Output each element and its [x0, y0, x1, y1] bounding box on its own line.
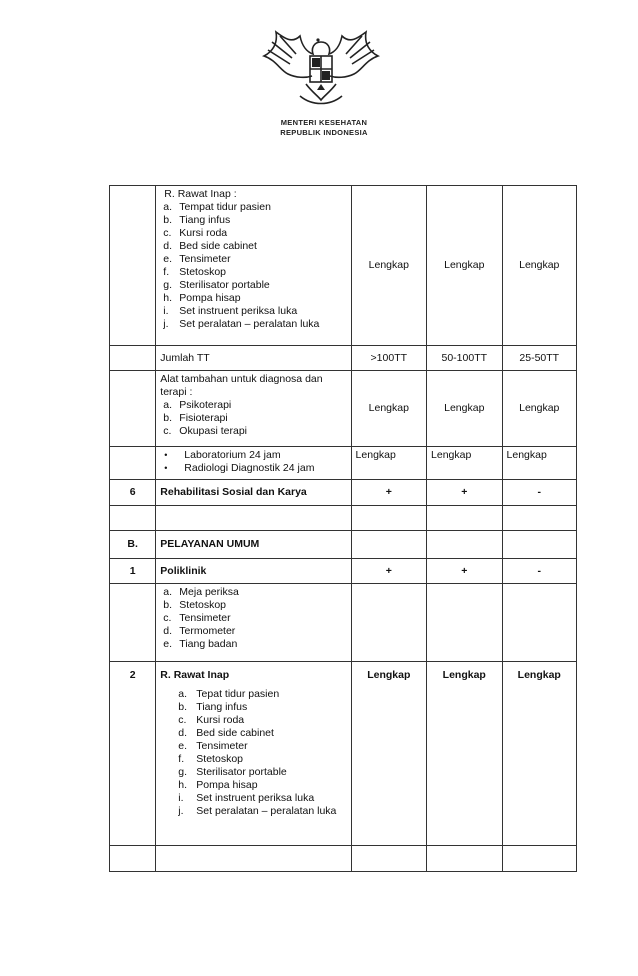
value-cell: +: [351, 559, 426, 584]
row-number: 2: [110, 662, 156, 846]
ministry-country: REPUBLIK INDONESIA: [280, 128, 368, 137]
value-cell: Lengkap: [502, 371, 576, 447]
table-cell: [156, 371, 351, 447]
table-row: [110, 531, 577, 559]
ministry-name: MENTERI KESEHATAN: [280, 118, 368, 127]
value-cell: -: [502, 559, 576, 584]
table-row: [110, 371, 577, 447]
list-item: b. Tiang infus: [178, 701, 248, 713]
list-item: d. Bed side cabinet: [163, 240, 257, 252]
list-item: h. Pompa hisap: [178, 779, 258, 791]
table-cell: [351, 846, 426, 872]
table-cell: [110, 846, 156, 872]
section-number: B.: [110, 531, 156, 559]
table-row: [110, 559, 577, 584]
table-cell: [156, 186, 351, 346]
value-cell: Lengkap: [427, 186, 502, 346]
item-list: [160, 688, 346, 818]
value-cell: +: [427, 559, 502, 584]
table-cell: [156, 506, 351, 531]
list-item: c. Kursi roda: [163, 227, 228, 239]
value-cell: Lengkap: [351, 371, 426, 447]
value-cell: >100TT: [351, 346, 426, 371]
value-cell: Lengkap: [502, 186, 576, 346]
list-item: c. Kursi roda: [178, 714, 245, 726]
value-cell: -: [502, 480, 576, 506]
letterhead: [0, 0, 638, 150]
table-cell: [110, 584, 156, 662]
table-cell: [110, 186, 156, 346]
value-cell: +: [427, 480, 502, 506]
table-cell: [156, 662, 351, 846]
list-item: a. Meja periksa: [163, 586, 239, 598]
table-row: [110, 584, 577, 662]
value-cell: Lengkap: [351, 662, 426, 846]
row-title: Alat tambahan untuk diagnosa dan terapi :: [160, 373, 323, 398]
list-item: b. Fisioterapi: [163, 412, 228, 424]
section-title: PELAYANAN UMUM: [156, 531, 351, 559]
table-cell: [502, 531, 576, 559]
table-row: [110, 346, 577, 371]
table-cell: [427, 531, 502, 559]
table-cell: [110, 506, 156, 531]
table-cell: [427, 584, 502, 662]
table-cell: [427, 506, 502, 531]
list-item: e. Tensimeter: [163, 253, 231, 265]
table-cell: [427, 846, 502, 872]
table-cell: [110, 447, 156, 480]
value-cell: 50-100TT: [427, 346, 502, 371]
list-item: j. Set peralatan – peralatan luka: [178, 805, 337, 817]
table-cell: [502, 846, 576, 872]
list-item: i. Set instruent periksa luka: [163, 305, 298, 317]
list-item: f. Stetoskop: [178, 753, 243, 765]
row-title: R. Rawat Inap: [160, 669, 230, 681]
list-item: d. Termometer: [163, 625, 236, 637]
value-cell: 25-50TT: [502, 346, 576, 371]
value-cell: Lengkap: [502, 447, 576, 480]
table-cell: [351, 584, 426, 662]
table-cell: [502, 506, 576, 531]
list-item: g. Sterilisator portable: [163, 279, 270, 291]
table-cell: [156, 846, 351, 872]
list-item: i. Set instruent periksa luka: [178, 792, 315, 804]
row-label: Jumlah TT: [156, 346, 351, 371]
row-label: Poliklinik: [156, 559, 351, 584]
item-list: [160, 586, 346, 651]
table-cell: [110, 371, 156, 447]
list-item: e. Tensimeter: [178, 740, 248, 752]
value-cell: Lengkap: [427, 662, 502, 846]
list-item: b. Tiang infus: [163, 214, 231, 226]
list-item: • Laboratorium 24 jam: [164, 449, 281, 461]
table-row: [110, 447, 577, 480]
table-cell: [502, 584, 576, 662]
list-item: f. Stetoskop: [163, 266, 226, 278]
list-item: b. Stetoskop: [163, 599, 226, 611]
table-row: [110, 480, 577, 506]
list-item: a. Tempat tidur pasien: [163, 201, 271, 213]
value-cell: Lengkap: [502, 662, 576, 846]
table-row: [110, 846, 577, 872]
list-item: e. Tiang badan: [163, 638, 238, 650]
table-row: [110, 506, 577, 531]
row-number: 1: [110, 559, 156, 584]
list-item: c. Okupasi terapi: [163, 425, 247, 437]
list-item: h. Pompa hisap: [163, 292, 241, 304]
list-item: j. Set peralatan – peralatan luka: [163, 318, 320, 330]
item-list: [160, 201, 346, 331]
value-cell: Lengkap: [351, 447, 426, 480]
item-list: [160, 399, 346, 438]
table-row: [110, 186, 577, 346]
row-title: R. Rawat Inap :: [164, 188, 237, 200]
table-cell: [110, 346, 156, 371]
table-cell: [351, 531, 426, 559]
list-item: a. Psikoterapi: [163, 399, 232, 411]
list-item: c. Tensimeter: [163, 612, 231, 624]
value-cell: +: [351, 480, 426, 506]
table-row: [110, 662, 577, 846]
list-item: g. Sterilisator portable: [178, 766, 287, 778]
list-item: a. Tepat tidur pasien: [178, 688, 280, 700]
value-cell: Lengkap: [427, 371, 502, 447]
value-cell: Lengkap: [351, 186, 426, 346]
equipment-table: [109, 185, 577, 872]
row-number: 6: [110, 480, 156, 506]
row-label: Rehabilitasi Sosial dan Karya: [156, 480, 351, 506]
list-item: • Radiologi Diagnostik 24 jam: [164, 462, 315, 474]
table-cell: [351, 506, 426, 531]
bullet-list: [160, 449, 346, 475]
value-cell: Lengkap: [427, 447, 502, 480]
list-item: d. Bed side cabinet: [178, 727, 274, 739]
table-cell: [156, 447, 351, 480]
table-cell: [156, 584, 351, 662]
garuda-emblem-icon: [262, 30, 380, 112]
